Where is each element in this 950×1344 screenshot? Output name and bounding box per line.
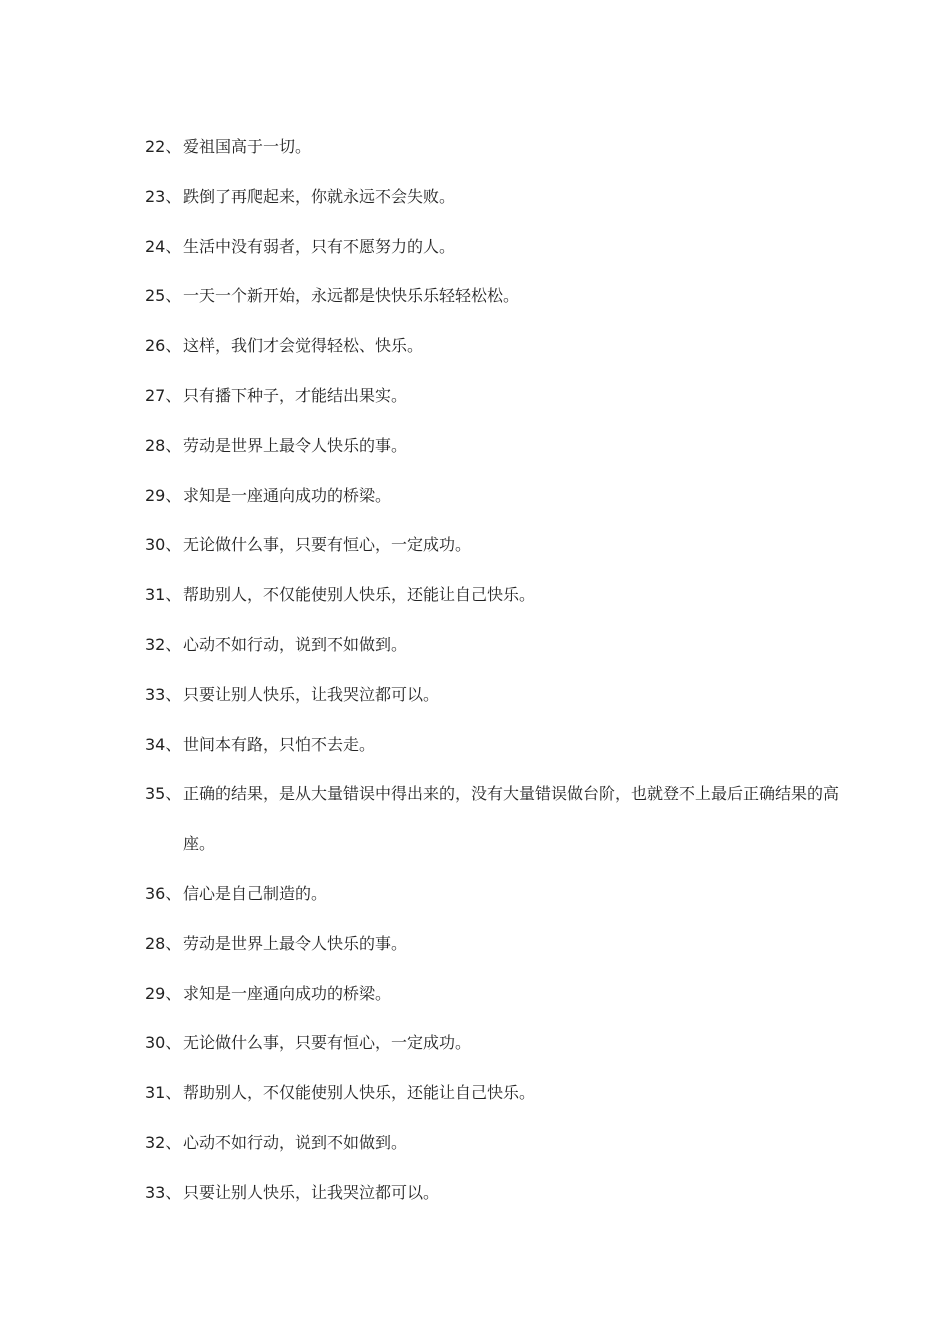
item-number: 22、: [145, 137, 182, 156]
item-number: 36、: [145, 883, 182, 903]
item-number: 28、: [145, 435, 182, 455]
item-number: 27、: [145, 385, 182, 405]
list-item: [145, 620, 845, 670]
list-item: [145, 1118, 845, 1168]
item-number: 29、: [145, 983, 182, 1003]
item-number: 33、: [145, 1182, 182, 1202]
item-text: 求知是一座通向成功的桥梁。: [183, 983, 392, 1003]
item-number: 23、: [145, 186, 182, 206]
list-item: [145, 869, 845, 919]
item-text: 帮助别人，不仅能使别人快乐，还能让自己快乐。: [183, 585, 536, 605]
list-item: [145, 222, 845, 272]
list-item: [145, 172, 845, 222]
item-text: 劳动是世界上最令人快乐的事。: [183, 933, 408, 953]
item-text: 心动不如行动，说到不如做到。: [183, 1132, 408, 1152]
item-text: 跌倒了再爬起来，你就永远不会失败。: [183, 186, 456, 206]
list-item: [145, 1018, 845, 1068]
item-number: 34、: [145, 734, 182, 754]
item-text: 只有播下种子，才能结出果实。: [183, 385, 408, 405]
list-item: [145, 919, 845, 969]
item-number: 31、: [145, 1083, 182, 1103]
item-text: 帮助别人，不仅能使别人快乐，还能让自己快乐。: [183, 1083, 536, 1103]
item-text: 一天一个新开始，永远都是快快乐乐轻轻松松。: [183, 286, 520, 306]
item-text: 求知是一座通向成功的桥梁。: [183, 485, 392, 505]
list-item: [145, 1068, 845, 1118]
item-number: 28、: [145, 933, 182, 953]
item-number: 32、: [145, 1132, 182, 1152]
list-item: [145, 122, 845, 172]
list-item: [145, 1168, 845, 1218]
list-item: [145, 769, 845, 869]
quote-list: [145, 122, 845, 1218]
item-number: 35、: [145, 784, 182, 804]
item-text: 生活中没有弱者，只有不愿努力的人。: [183, 236, 456, 256]
item-number: 31、: [145, 585, 182, 605]
item-text: 无论做什么事，只要有恒心，一定成功。: [183, 1033, 472, 1053]
item-text: 无论做什么事，只要有恒心，一定成功。: [183, 535, 472, 555]
item-number: 24、: [145, 236, 182, 256]
item-text: 心动不如行动，说到不如做到。: [183, 634, 408, 654]
list-item: [145, 720, 845, 770]
item-number: 25、: [145, 286, 182, 306]
item-number: 30、: [145, 1033, 182, 1053]
list-item: [145, 321, 845, 371]
item-number: 33、: [145, 684, 182, 704]
list-item: [145, 471, 845, 521]
list-item: [145, 969, 845, 1019]
item-number: 29、: [145, 485, 182, 505]
item-text: 爱祖国高于一切。: [183, 137, 312, 156]
item-text: 只要让别人快乐，让我哭泣都可以。: [183, 1182, 440, 1202]
list-item: [145, 570, 845, 620]
list-item: [145, 670, 845, 720]
item-text: 世间本有路，只怕不去走。: [183, 734, 376, 754]
item-text: 劳动是世界上最令人快乐的事。: [183, 435, 408, 455]
item-text: 只要让别人快乐，让我哭泣都可以。: [183, 684, 440, 704]
item-number: 32、: [145, 634, 182, 654]
item-number: 30、: [145, 535, 182, 555]
list-item: [145, 371, 845, 421]
item-number: 26、: [145, 336, 182, 356]
item-text: 这样，我们才会觉得轻松、快乐。: [183, 336, 424, 356]
list-item: [145, 520, 845, 570]
list-item: [145, 421, 845, 471]
item-text: 正确的结果，是从大量错误中得出来的，没有大量错误做台阶，也就登不上最后正确结果的高座。: [183, 784, 840, 854]
item-text: 信心是自己制造的。: [183, 883, 328, 903]
list-item: [145, 271, 845, 321]
